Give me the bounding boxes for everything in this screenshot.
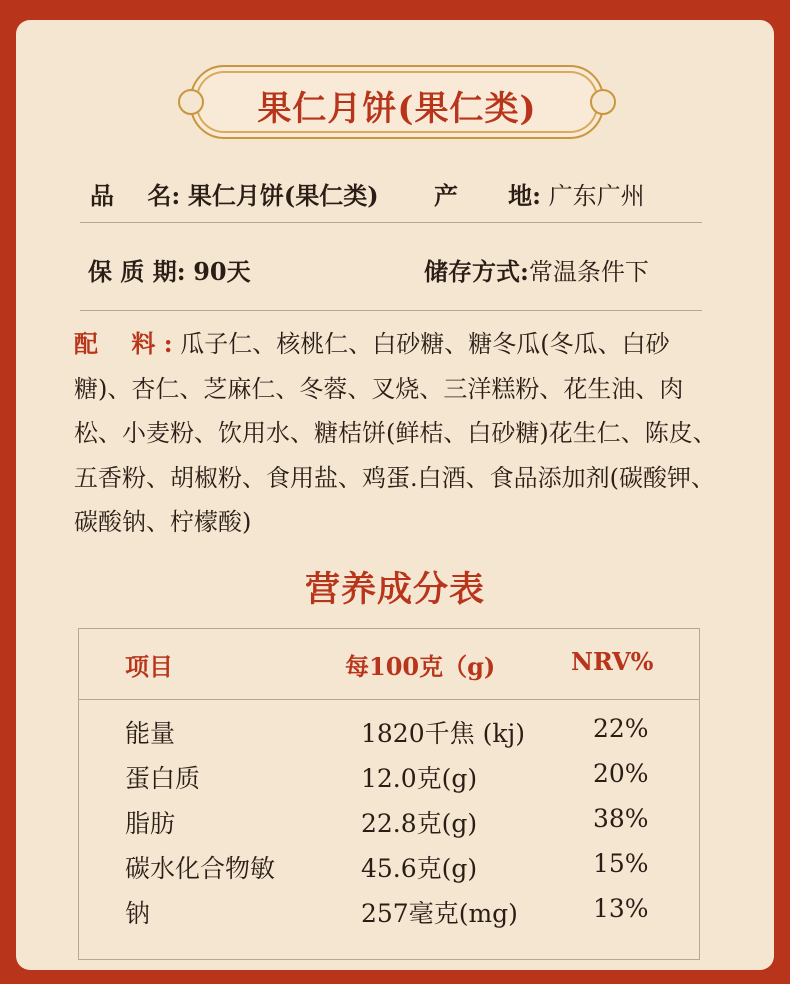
header-item: 项目 [125, 652, 173, 681]
shelf-label: 保 质 期: [88, 257, 186, 286]
ingredients-label: 配 料 : [74, 329, 173, 358]
row-amount: 45.6克(g) [361, 854, 478, 883]
table-row [79, 759, 699, 804]
origin-value: 广东广州 [548, 182, 645, 210]
storage-label: 储存方式: [424, 257, 529, 286]
storage-value: 常温条件下 [528, 258, 649, 286]
title-banner [190, 65, 604, 139]
name-value: 果仁月饼(果仁类) [187, 181, 379, 210]
shelf-row [88, 252, 251, 287]
table-row [79, 804, 699, 849]
header-amount: 每100克（g) [345, 652, 496, 681]
row-nrv: 15% [593, 849, 649, 878]
table-header [79, 629, 699, 700]
header-nrv: NRV% [571, 647, 654, 676]
row-item: 蛋白质 [125, 764, 201, 793]
row-amount: 1820千焦 (kj) [361, 719, 525, 748]
name-label: 品 名: [90, 181, 181, 210]
divider [80, 310, 702, 311]
origin-row [434, 176, 645, 211]
row-item: 脂肪 [125, 809, 176, 838]
row-item: 钠 [125, 899, 151, 928]
name-row [90, 176, 379, 211]
ingredients-block [74, 322, 724, 545]
storage-row [424, 252, 649, 287]
row-item: 能量 [125, 719, 176, 748]
origin-label: 产 地: [434, 181, 541, 210]
row-nrv: 20% [593, 759, 649, 788]
row-item: 碳水化合物敏 [125, 854, 276, 883]
table-row [79, 849, 699, 894]
product-title: 果仁月饼(果仁类) [257, 89, 537, 129]
table-row [79, 714, 699, 759]
row-amount: 22.8克(g) [361, 809, 478, 838]
ingredients-text: 瓜子仁、核桃仁、白砂糖、糖冬瓜(冬瓜、白砂糖)、杏仁、芝麻仁、冬蓉、叉烧、三洋糕粉、花生油、肉松、小麦粉、饮用水、糖桔饼(鲜桔、白砂糖)花生仁、陈皮、五香粉、胡椒粉、食用盐、鸡蛋.白酒、食品添加剂(碳酸钾、碳酸钠、柠檬酸) [74, 330, 717, 536]
nutrition-title: 营养成分表 [304, 569, 485, 610]
nutrition-table [78, 628, 700, 960]
row-nrv: 13% [593, 894, 649, 923]
row-nrv: 38% [593, 804, 649, 833]
row-amount: 12.0克(g) [361, 764, 478, 793]
divider [80, 222, 702, 223]
table-row [79, 894, 699, 939]
row-amount: 257毫克(mg) [361, 899, 518, 928]
row-nrv: 22% [593, 714, 649, 743]
shelf-value: 90天 [193, 257, 251, 286]
